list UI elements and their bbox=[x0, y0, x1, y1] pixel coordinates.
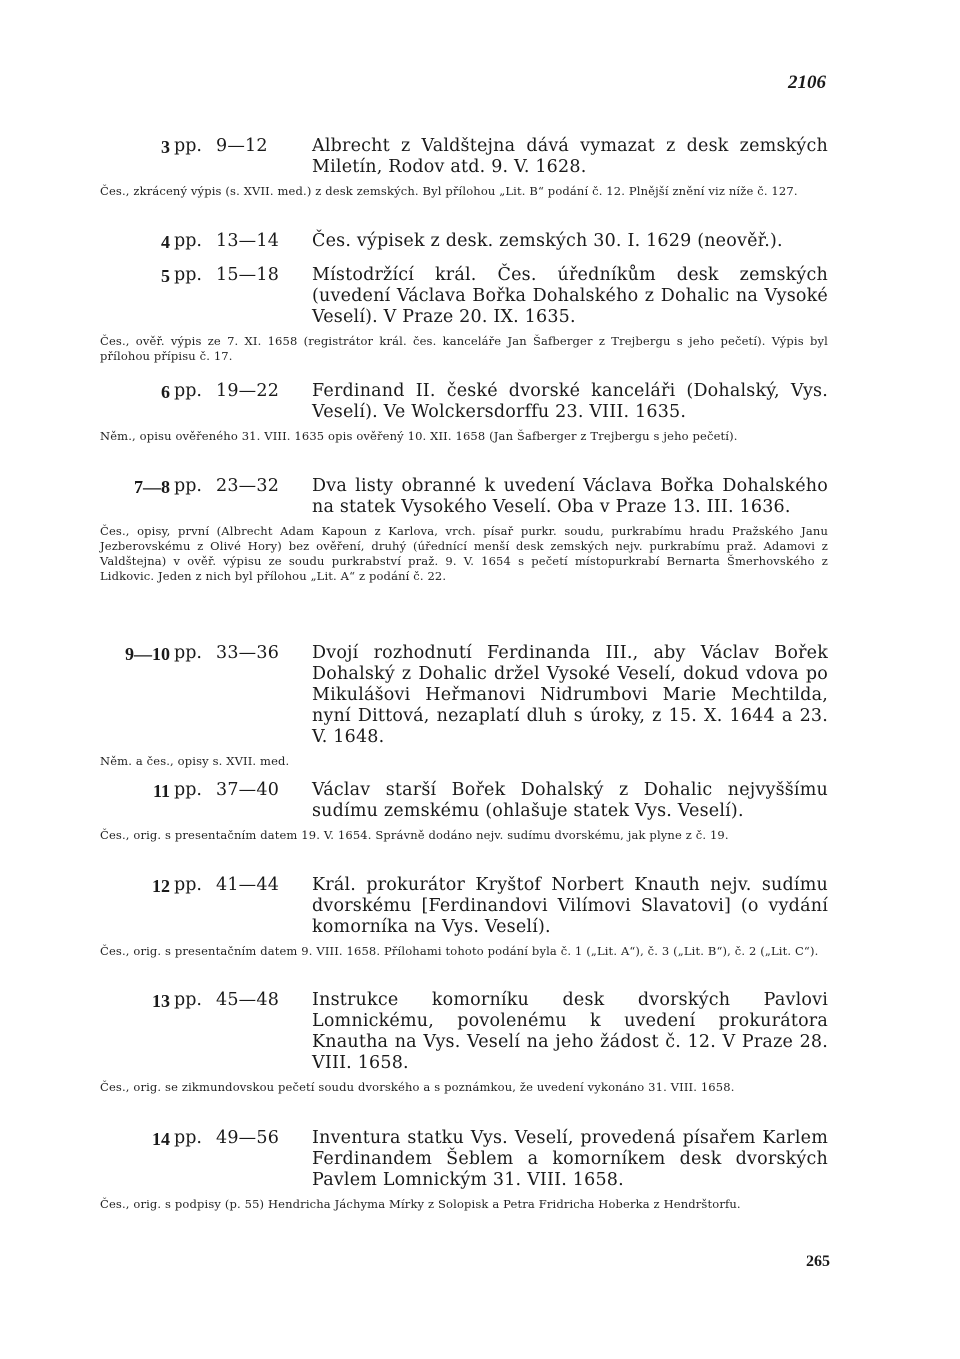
pages-abbrev: pp. bbox=[174, 1128, 202, 1148]
page-range: 45—48 bbox=[216, 990, 280, 1010]
entry-number: 14 bbox=[152, 1129, 170, 1149]
entry-title: Dva listy obranné k uvedení Václava Bořka Dohalského na statek Vysokého Veselí. Oba v Praze 13. III. 1636. bbox=[312, 476, 828, 517]
entry-note: Čes., orig. s presentačním datem 19. V. 1654. Správně dodáno nejv. sudímu dvorskému, jak plyne z č. 19. bbox=[100, 828, 729, 842]
pages-abbrev: pp. bbox=[174, 476, 202, 496]
entry-number: 5 bbox=[161, 266, 170, 286]
entry-number: 4 bbox=[161, 232, 170, 252]
page-range: 49—56 bbox=[216, 1128, 280, 1148]
entry-note: Čes., opisy, první (Albrecht Adam Kapoun z Karlova, vrch. písař purkr. soudu, purkrabímu hradu Pražského Janu Jezberovskému z Olivé Hory) bez ověření, druhý (úřednící menší desk zemských nejv. purkrabímu praž. Adamovi z Valdštejna) v ověř. výpisu ze soudu purkrabství praž. 9. V. 1654 s pečetí místopurkrabí Bernarta Šmerhovského z Lidkovic. Jeden z nich byl přílohou „Lit. A“ z podání č. 22. bbox=[100, 524, 828, 583]
entry-note: Něm., opisu ověřeného 31. VIII. 1635 opis ověřený 10. XII. 1658 (Jan Šafberger z Trejbergu s jeho pečetí). bbox=[100, 429, 738, 443]
page-range: 15—18 bbox=[216, 265, 280, 285]
page-number: 2106 bbox=[788, 72, 826, 93]
entry-7-8 bbox=[100, 476, 828, 584]
pages-abbrev: pp. bbox=[174, 265, 202, 285]
entry-title: Král. prokurátor Kryštof Norbert Knauth nejv. sudímu dvorskému [Ferdinandovi Vilímovi Slavatovi] (o vydání komorníka na Vys. Veselí). bbox=[312, 875, 828, 937]
page-range: 13—14 bbox=[216, 231, 280, 251]
entry-note: Čes., ověř. výpis ze 7. XI. 1658 (registrátor král. čes. kanceláře Jan Šafberger z Trejbergu s jeho pečetí). Výpis byl přílohou přípisu č. 17. bbox=[100, 334, 828, 363]
entry-note: Čes., orig. s podpisy (p. 55) Hendricha Jáchyma Mírky z Solopisk a Petra Fridricha Hoberka z Hendrštorfu. bbox=[100, 1197, 741, 1211]
page-range: 19—22 bbox=[216, 381, 280, 401]
entry-number: 9—10 bbox=[125, 644, 170, 664]
entry-title: Místodržící král. Čes. úředníkům desk zemských (uvedení Václava Bořka Dohalského z Dohalic na Vysoké Veselí). V Praze 20. IX. 1635. bbox=[312, 265, 828, 327]
page-range: 41—44 bbox=[216, 875, 280, 895]
entry-title: Ferdinand II. české dvorské kanceláři (Dohalský, Vys. Veselí). Ve Wolckersdorffu 23. VIII. 1635. bbox=[312, 381, 828, 422]
entry-note: Čes., zkrácený výpis (s. XVII. med.) z desk zemských. Byl přílohou „Lit. B“ podání č. 12. Plnější znění viz níže č. 127. bbox=[100, 184, 798, 198]
entry-number: 6 bbox=[161, 382, 170, 402]
entry-title: Inventura statku Vys. Veselí, provedená písařem Karlem Ferdinandem Šeblem a komorníkem desk dvorských Pavlem Lomnickým 31. VIII. 1658. bbox=[312, 1128, 828, 1190]
entry-number: 7—8 bbox=[134, 477, 170, 497]
page-range: 9—12 bbox=[216, 136, 268, 156]
entry-3 bbox=[100, 136, 828, 199]
entry-number: 11 bbox=[152, 781, 170, 801]
entry-6 bbox=[100, 381, 828, 444]
entry-5 bbox=[100, 265, 828, 364]
entry-title: Čes. výpisek z desk. zemských 30. I. 1629 (neověř.). bbox=[312, 231, 783, 251]
folio-number: 265 bbox=[806, 1253, 830, 1270]
entry-note: Něm. a čes., opisy s. XVII. med. bbox=[100, 754, 290, 768]
entry-title: Dvojí rozhodnutí Ferdinanda III., aby Václav Bořek Dohalský z Dohalic držel Vysoké Veselí, dokud vdova po Mikulášovi Heřmanovi Nidrumbovi Marie Mechtilda, nyní Dittová, nezaplatí dluh s úroky, z 15. X. 1644 a 23. V. 1648. bbox=[312, 643, 828, 747]
entry-11 bbox=[100, 780, 828, 843]
entry-number: 12 bbox=[152, 876, 170, 896]
entry-4 bbox=[100, 231, 828, 253]
entry-12 bbox=[100, 875, 828, 959]
entry-title: Albrecht z Valdštejna dává vymazat z desk zemských Miletín, Rodov atd. 9. V. 1628. bbox=[312, 136, 828, 177]
pages-abbrev: pp. bbox=[174, 136, 202, 156]
entry-note: Čes., orig. se zikmundovskou pečetí soudu dvorského a s poznámkou, že uvedení vykonáno 31. VIII. 1658. bbox=[100, 1080, 735, 1094]
entry-9-10 bbox=[100, 643, 828, 769]
pages-abbrev: pp. bbox=[174, 780, 202, 800]
entry-note: Čes., orig. s presentačním datem 9. VIII. 1658. Přílohami tohoto podání byla č. 1 („Lit. A“), č. 3 („Lit. B“), č. 2 („Lit. C“). bbox=[100, 944, 819, 958]
page-range: 33—36 bbox=[216, 643, 280, 663]
entry-title: Václav starší Bořek Dohalský z Dohalic nejvyššímu sudímu zemskému (ohlašuje statek Vys. Veselí). bbox=[312, 780, 828, 821]
pages-abbrev: pp. bbox=[174, 643, 202, 663]
entry-14 bbox=[100, 1128, 828, 1212]
entry-13 bbox=[100, 990, 828, 1095]
pages-abbrev: pp. bbox=[174, 381, 202, 401]
page-range: 37—40 bbox=[216, 780, 280, 800]
pages-abbrev: pp. bbox=[174, 990, 202, 1010]
pages-abbrev: pp. bbox=[174, 875, 202, 895]
entry-number: 3 bbox=[161, 137, 170, 157]
entry-number: 13 bbox=[152, 991, 170, 1011]
page-range: 23—32 bbox=[216, 476, 280, 496]
pages-abbrev: pp. bbox=[174, 231, 202, 251]
entry-title: Instrukce komorníku desk dvorských Pavlovi Lomnickému, povolenému k uvedení prokurátora Knautha na Vys. Veselí na jeho žádost č. 12. V Praze 28. VIII. 1658. bbox=[312, 990, 828, 1073]
